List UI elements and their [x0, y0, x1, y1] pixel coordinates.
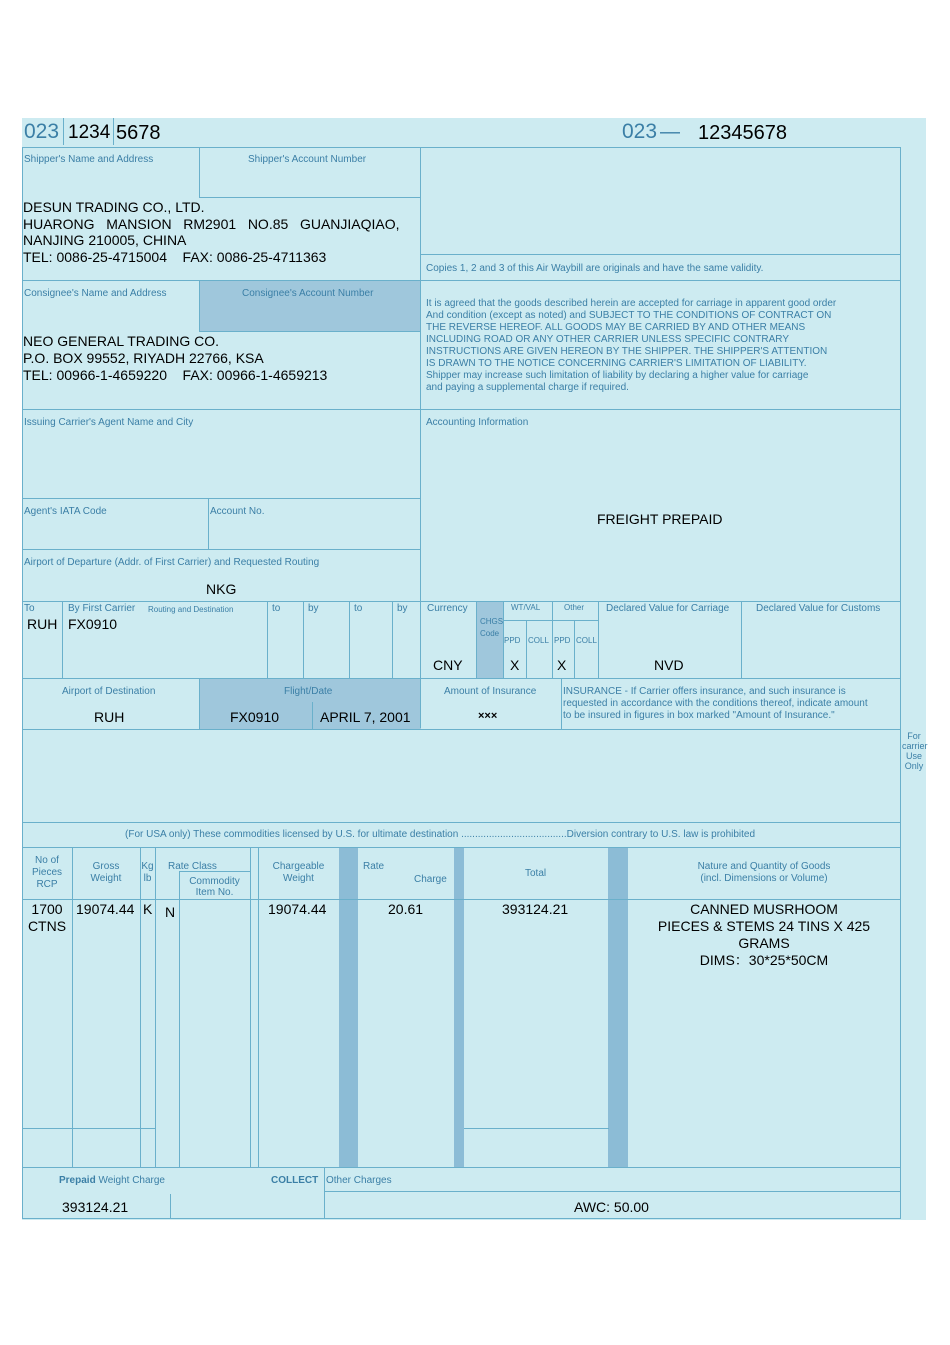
chargeable-weight-header: Chargeable Weight [272, 861, 325, 884]
currency-value: CNY [433, 657, 463, 673]
currency-label: Currency [427, 603, 468, 614]
pieces-header: No of Pieces RCP [31, 855, 62, 890]
pieces-value: 1700 CTNS [27, 901, 67, 934]
other-charges-label: Other Charges [326, 1175, 392, 1186]
wtval-value: X [510, 657, 520, 673]
rate-column-bar-right [454, 847, 464, 1168]
conditions-text: It is agreed that the goods described herein are accepted for carriage in apparent good order And condition (except as noted) and SUBJECT TO THE CONDITIONS OF CONTRACT ON THE REVERSE HEREOF. ALL GOODS MAY BE CARRIED BY AND OTHER MEANS INCLUDING ROAD OR ANY OTHER CARRIER UNLESS SPECIFIC CONTRARY INSTRUCTIONS ARE GIVEN HEREON BY THE SHIPPER. THE SHIPPER'S ATTENTION IS DRAWN TO THE NOTICE CONCERNING CARRIER'S LIMITATION OF LIABILITY. Shipper may increase such limitation of liability by declaring a higher value for carriage and paying a supplemental charge if required. [426, 298, 837, 393]
awb-right-number: 12345678 [698, 122, 787, 144]
chgs-code-label-2: Code [480, 629, 500, 638]
commodity-header: Commodity Item No. [189, 876, 240, 898]
departure-value: NKG [206, 581, 237, 597]
charge-header: Charge [414, 874, 447, 885]
shipper-label: Shipper's Name and Address [24, 154, 154, 165]
insurance-label: Amount of Insurance [444, 686, 537, 697]
departure-label: Airport of Departure (Addr. of First Carrier) and Requested Routing [24, 557, 320, 568]
rate-class-value: N [165, 904, 176, 920]
awb-serial-b: 5678 [116, 122, 161, 144]
other-label: Other [564, 603, 585, 612]
flight-date-label: Flight/Date [284, 686, 333, 697]
gross-weight-header: Gross Weight [90, 861, 122, 884]
other-ppd-label: PPD [554, 636, 571, 645]
consignee-account-label: Consignee's Account Number [242, 288, 374, 299]
accounting-label: Accounting Information [426, 417, 529, 428]
air-waybill-form [22, 118, 926, 1220]
usa-note: (For USA only) These commodities licensed by U.S. for ultimate destination ......................................Diversion contrary to U.S. law is prohibited [125, 829, 756, 840]
copies-note: Copies 1, 2 and 3 of this Air Waybill are originals and have the same validity. [426, 263, 764, 274]
total-column-bar [608, 847, 628, 1168]
insurance-note: INSURANCE - If Carrier offers insurance, and such insurance is requested in accordance with the conditions thereof, indicate amount to be insured in figures in box marked "Amount of Insurance." [563, 686, 868, 721]
wtval-coll-label: COLL [528, 636, 549, 645]
flight-date-value: APRIL 7, 2001 [320, 709, 411, 725]
consignee-line-3: TEL: 00966-1-4659220 FAX: 00966-1-4659213 [23, 367, 328, 383]
wtval-label: WT/VAL [511, 603, 541, 612]
consignee-line-1: NEO GENERAL TRADING CO. [23, 333, 220, 349]
routing-destination-label: Routing and Destination [148, 605, 234, 614]
destination-value: RUH [94, 709, 125, 725]
chgs-code-label-1: CHGS [480, 617, 504, 626]
awb-prefix: 023 [24, 120, 60, 143]
route-to2-label: to [272, 603, 281, 614]
awb-right-prefix: 023 [622, 120, 658, 143]
declared-carriage-value: NVD [654, 657, 684, 673]
total-header: Total [525, 868, 547, 879]
declared-carriage-label: Declared Value for Carriage [606, 603, 730, 614]
destination-label: Airport of Destination [62, 686, 156, 697]
consignee-line-2: P.O. BOX 99552, RIYADH 22766, KSA [23, 350, 264, 366]
agent-iata-label: Agent's IATA Code [24, 506, 107, 517]
insurance-value: ××× [478, 710, 498, 722]
nature-value: CANNED MUSRHOOM PIECES & STEMS 24 TINS X 425 GRAMS DIMS：30*25*50CM [657, 901, 871, 968]
agent-label: Issuing Carrier's Agent Name and City [24, 417, 194, 428]
agent-account-label: Account No. [210, 506, 265, 517]
shipper-account-label: Shipper's Account Number [248, 154, 367, 165]
rate-header: Rate [363, 861, 385, 872]
route-to-value: RUH [27, 616, 58, 632]
gross-weight-value: 19074.44 [76, 901, 135, 917]
route-to-label: To [24, 603, 35, 614]
other-value: X [557, 657, 567, 673]
awb-right-dash: — [660, 121, 680, 143]
declared-customs-label: Declared Value for Customs [756, 603, 881, 614]
prepaid-weight-charge-label: Prepaid Weight Charge [59, 1175, 165, 1186]
shipper-line-1: DESUN TRADING CO., LTD. [23, 199, 205, 215]
first-carrier-label: By First Carrier [68, 603, 136, 614]
carrier-use-note: For carrier Use Only [902, 731, 928, 771]
other-coll-label: COLL [576, 636, 597, 645]
route-by3-label: by [397, 603, 408, 614]
shipper-line-2: HUARONG MANSION RM2901 NO.85 GUANJIAQIAO, [23, 216, 400, 232]
total-value: 393124.21 [502, 901, 569, 917]
collect-label: COLLECT [271, 1175, 319, 1186]
wtval-ppd-label: PPD [504, 636, 521, 645]
rate-class-header: Rate Class [168, 861, 217, 872]
rate-column-bar-left [339, 847, 358, 1168]
shipper-line-4: TEL: 0086-25-4715004 FAX: 0086-25-4711363 [23, 249, 327, 265]
chgs-code-shade [476, 601, 503, 678]
awb-serial-a: 1234 [68, 122, 111, 143]
rate-value: 20.61 [388, 901, 424, 917]
weight-unit-value: K [143, 901, 153, 917]
route-to3-label: to [354, 603, 363, 614]
chargeable-weight-value: 19074.44 [268, 901, 327, 917]
kg-lb-header: Kg lb [141, 861, 154, 884]
flight-value: FX0910 [230, 709, 280, 725]
route-by2-label: by [308, 603, 319, 614]
accounting-value: FREIGHT PREPAID [597, 511, 723, 527]
nature-header: Nature and Quantity of Goods (incl. Dimensions or Volume) [697, 861, 831, 884]
first-carrier-value: FX0910 [68, 616, 118, 632]
shipper-line-3: NANJING 210005, CHINA [23, 232, 187, 248]
consignee-label: Consignee's Name and Address [24, 288, 167, 299]
prepaid-weight-charge-value: 393124.21 [62, 1199, 129, 1215]
other-charges-value: AWC: 50.00 [574, 1199, 649, 1215]
